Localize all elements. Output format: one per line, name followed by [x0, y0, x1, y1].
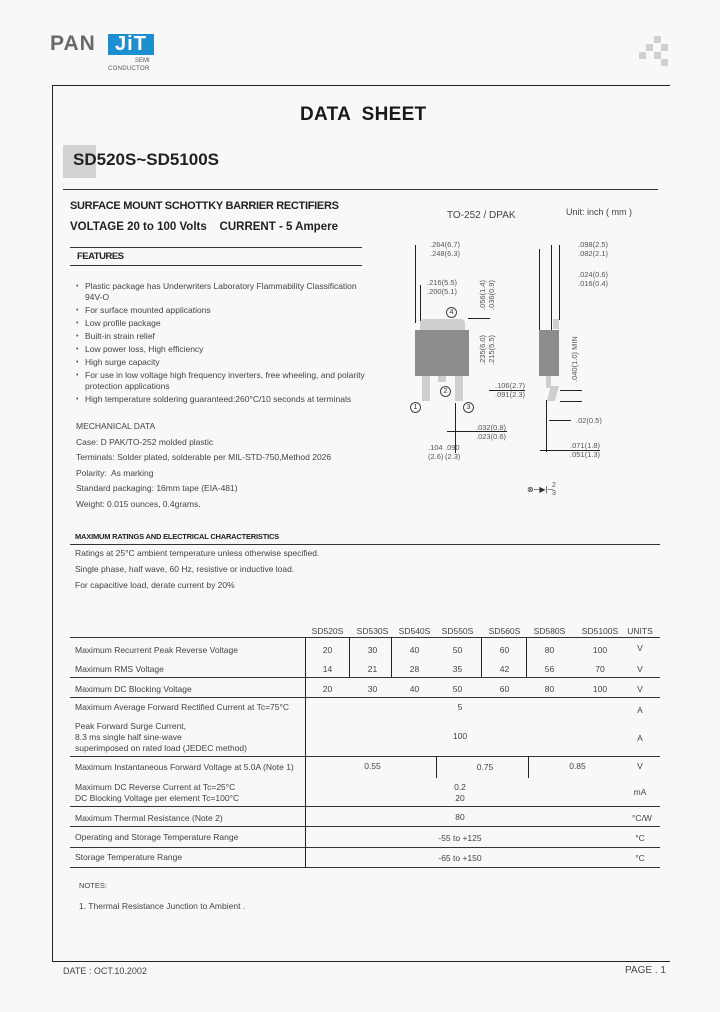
- unit-cell: V: [637, 664, 643, 674]
- cell: 100: [592, 645, 608, 655]
- cell: 14: [322, 664, 333, 674]
- condition: For capacitive load, derate current by 20%: [75, 580, 235, 590]
- column-header: SD5100S: [581, 626, 619, 636]
- unit-cell: V: [637, 761, 643, 771]
- mechanical-item: Case: D PAK/TO-252 molded plastic: [76, 436, 214, 447]
- cell: 30: [367, 645, 378, 655]
- feature-item: • Plastic package has Underwriters Laboratory Flammability Classification 94V-O: [76, 281, 376, 303]
- mechanical-item: Weight: 0.015 ounces, 0.4grams.: [76, 498, 201, 509]
- footer-page: PAGE . 1: [625, 965, 666, 976]
- feature-item: • Built-in strain relief: [76, 331, 376, 342]
- cell: 20: [322, 645, 333, 655]
- features-list: [76, 281, 376, 407]
- row-label: Maximum Thermal Resistance (Note 2): [75, 813, 223, 823]
- pin-1-marker: 1: [410, 402, 421, 413]
- cell: 0.55: [364, 761, 381, 771]
- unit-cell: °C: [635, 853, 645, 863]
- column-header: SD520S: [311, 626, 344, 636]
- mechanical-data: [76, 420, 331, 513]
- unit-cell: °C/W: [632, 813, 652, 823]
- row-label: Maximum Recurrent Peak Reverse Voltage: [75, 645, 238, 655]
- row-label: Storage Temperature Range: [75, 852, 183, 862]
- cell: 100: [452, 731, 468, 741]
- row-label: Maximum DC Reverse Current at Tc=25°C DC Blocking Voltage per element Tc=100°C: [75, 782, 240, 803]
- package-side-body: [539, 330, 559, 376]
- pin-4-marker: 4: [446, 307, 457, 318]
- condition: Single phase, half wave, 60 Hz, resistive or inductive load.: [75, 564, 295, 574]
- note-item: 1. Thermal Resistance Junction to Ambient .: [79, 901, 246, 911]
- unit-cell: A: [637, 705, 643, 715]
- notes-heading: NOTES:: [79, 881, 107, 890]
- cell: -55 to +125: [438, 833, 482, 843]
- logo-pan: PAN: [50, 32, 96, 55]
- row-label: Maximum Instantaneous Forward Voltage at 5.0A (Note 1): [75, 762, 294, 772]
- condition: Ratings at 25°C ambient temperature unless otherwise specified.: [75, 548, 320, 558]
- diode-symbol-icon: ⊗─▶|─: [527, 485, 554, 494]
- column-header: SD580S: [533, 626, 566, 636]
- unit-cell: mA: [633, 787, 647, 797]
- divider: [70, 247, 362, 248]
- cell: 80: [455, 812, 465, 822]
- pin-3-marker: 3: [463, 402, 474, 413]
- feature-item: • Low profile package: [76, 318, 376, 329]
- features-heading: FEATURES: [77, 251, 124, 262]
- frame-left-border: [52, 85, 53, 961]
- mechanical-item: Terminals: Solder plated, solderable per MIL-STD-750,Method 2026: [76, 452, 332, 462]
- cell: 50: [452, 645, 463, 655]
- part-number: SD520S~SD5100S: [73, 150, 220, 169]
- divider: [70, 265, 362, 266]
- cell: 21: [367, 664, 378, 674]
- logo-semi: SEMI: [135, 58, 150, 64]
- unit-cell: °C: [635, 833, 645, 843]
- feature-item: • For surface mounted applications: [76, 305, 376, 316]
- unit-cell: A: [637, 733, 643, 743]
- ratings-heading: MAXIMUM RATINGS AND ELECTRICAL CHARACTERISTICS: [75, 532, 279, 541]
- mechanical-item: Standard packaging: 16mm tape (EIA-481): [76, 483, 238, 493]
- product-description: SURFACE MOUNT SCHOTTKY BARRIER RECTIFIERS: [70, 200, 339, 212]
- unit-cell: V: [637, 684, 643, 694]
- row-label: Operating and Storage Temperature Range: [75, 832, 239, 842]
- lead-2: [438, 376, 446, 382]
- cell: 20: [322, 684, 333, 694]
- cell: 100: [592, 684, 608, 694]
- cell: 50: [452, 684, 463, 694]
- lead-3: [455, 376, 463, 401]
- cell: 28: [409, 664, 420, 674]
- row-label: Maximum DC Blocking Voltage: [75, 684, 192, 694]
- frame-bottom-border: [52, 961, 670, 962]
- feature-item: • Low power loss, High efficiency: [76, 344, 376, 355]
- row-label: Peak Forward Surge Current, 8.3 ms single half sine-wave superimposed on rated load (JEDEC method): [75, 721, 247, 753]
- frame-top-border: [52, 85, 670, 86]
- row-label: Maximum Average Forward Rectified Current at Tc=75°C: [75, 702, 290, 712]
- cell: 40: [409, 684, 420, 694]
- cell: 0.85: [569, 761, 586, 771]
- cell: 40: [409, 645, 420, 655]
- cell: 60: [499, 645, 510, 655]
- cell: 5: [457, 702, 463, 712]
- lead-1: [422, 376, 430, 401]
- cell: 70: [595, 664, 605, 674]
- feature-item: • High surge capacity: [76, 357, 376, 368]
- pin-2-marker: 2: [440, 386, 451, 397]
- cell: 42: [499, 664, 510, 674]
- logo-conductor: CONDUCTOR: [108, 66, 150, 72]
- column-header: SD530S: [356, 626, 389, 636]
- column-header: SD540S: [398, 626, 431, 636]
- feature-item: • High temperature soldering guaranteed:260°C/10 seconds at terminals: [76, 394, 376, 405]
- cell: 80: [544, 645, 555, 655]
- cell: 0.75: [476, 762, 494, 772]
- voltage-current-spec: VOLTAGE 20 to 100 Volts CURRENT - 5 Ampere: [70, 221, 338, 233]
- cell: 60: [499, 684, 510, 694]
- feature-item: • For use in low voltage high frequency inverters, free wheeling, and polarity protection applications: [76, 370, 376, 392]
- cell: -65 to +150: [438, 853, 482, 863]
- column-header: SD560S: [488, 626, 521, 636]
- cell: 80: [544, 684, 555, 694]
- page-title: DATA SHEET: [300, 104, 427, 125]
- mechanical-heading: MECHANICAL DATA: [76, 421, 156, 431]
- unit-cell: V: [637, 643, 643, 653]
- cell: 0.2 20: [454, 782, 466, 803]
- cell: 56: [544, 664, 555, 674]
- cell: 30: [367, 684, 378, 694]
- column-header: UNITS: [627, 626, 653, 636]
- footer-date: DATE : OCT.10.2002: [63, 966, 147, 976]
- column-header: SD550S: [441, 626, 474, 636]
- divider: [63, 189, 658, 190]
- divider: [70, 544, 660, 545]
- logo-jit: JiT: [108, 34, 154, 55]
- package-name: TO-252 / DPAK: [447, 210, 516, 221]
- package-body: [415, 330, 469, 376]
- cell: 35: [452, 664, 463, 674]
- mechanical-item: Polarity: As marking: [76, 467, 154, 478]
- unit-label: Unit: inch ( mm ): [566, 207, 633, 217]
- row-label: Maximum RMS Voltage: [75, 664, 164, 674]
